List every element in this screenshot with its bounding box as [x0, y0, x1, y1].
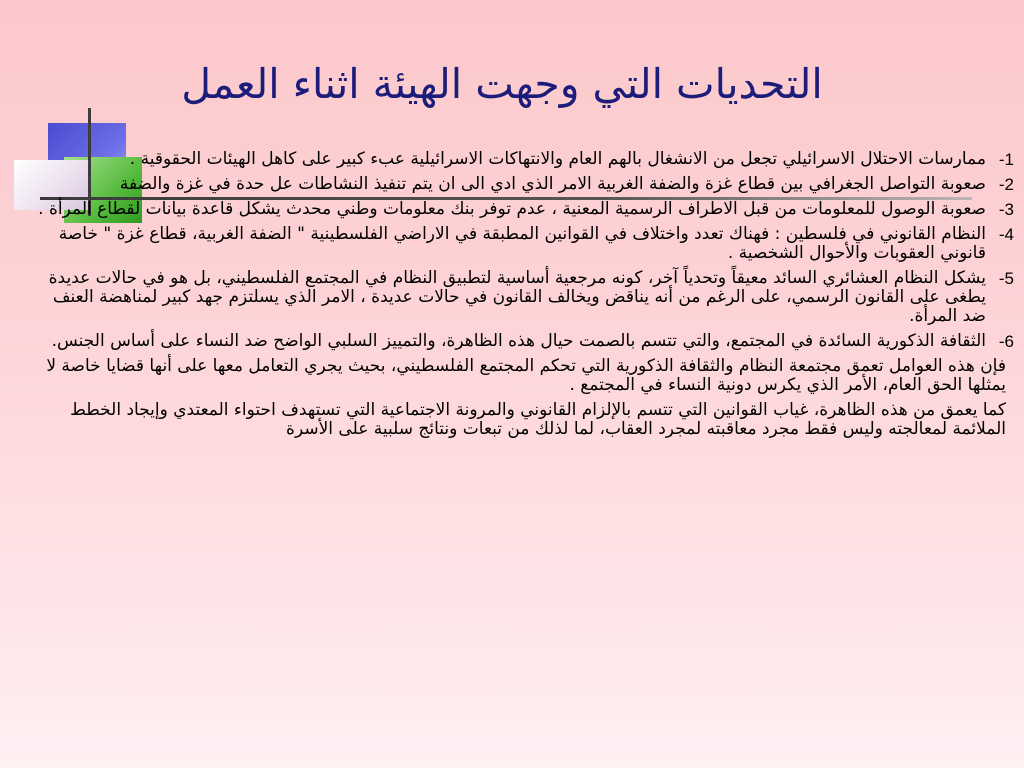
list-item [8, 225, 1014, 263]
item-number: 2- [998, 175, 1014, 194]
item-text: الثقافة الذكورية السائدة في المجتمع، والتي تتسم بالصمت حيال هذه الظاهرة، والتمييز السلبي الواضح ضد النساء على أساس الجنس. [51, 331, 986, 351]
item-number: 5- [998, 269, 1014, 288]
item-text: ممارسات الاحتلال الاسرائيلي تجعل من الانشغال بالهم العام والانتهاكات الاسرائيلية عبء كبير على كاهل الهيئات الحقوقية . [129, 149, 986, 169]
list-item [8, 200, 1014, 219]
list-item [36, 269, 1014, 326]
item-number: 3- [998, 200, 1014, 219]
list-item [8, 150, 1014, 169]
item-text: يشكل النظام العشائري السائد معيقاً وتحدياً آخر، كونه مرجعية أساسية لتطبيق النظام في المجتمع الفلسطيني، بل هو في حالات عديدة يطغى على القانون الرسمي، على الرغم من أنه يناقض ويخالف القانون في حالات عديدة ، الامر الذي يسلتزم جهد كبير لمناهضة العنف ضد المرأة. [48, 268, 986, 326]
item-text: صعوبة التواصل الجغرافي بين قطاع غزة والضفة الغربية الامر الذي ادي الى ان يتم تنفيذ النشاطات عل حدة في غزة والضفة [119, 174, 986, 194]
list-item [36, 332, 1014, 351]
item-number: 6- [998, 332, 1014, 351]
item-number: 1- [998, 150, 1014, 169]
summary-paragraph: فإن هذه العوامل تعمق مجتمعة النظام والثقافة الذكورية التي تحكم المجتمع الفلسطيني، بحيث يجري التعامل معها على أنها قضايا خاصة لا يمثلها الحق العام، الأمر الذي يكرس دونية النساء في المجتمع . [46, 356, 1006, 395]
item-text: صعوبة الوصول للمعلومات من قبل الاطراف الرسمية المعنية ، عدم توفر بنك معلومات وطني محدث يشكل قاعدة بيانات لقطاع المرأة . [38, 199, 986, 219]
list-item [8, 175, 1014, 194]
summary-paragraph: كما يعمق من هذه الظاهرة، غياب القوانين التي تتسم بالإلزام القانوني والمرونة الاجتماعية التي تستهدف احتواء المعتدي وإيجاد الخطط الملائمة لمعالجته وليس فقط مجرد معاقبته لمجرد العقاب، لما لذلك من تبعات ونتائج سلبية على الأسرة [70, 400, 1006, 439]
item-number: 4- [998, 225, 1014, 244]
slide-content [8, 150, 1014, 445]
slide-title: التحديات التي وجهت الهيئة اثناء العمل [181, 60, 823, 108]
item-text: النظام القانوني في فلسطين : فهناك تعدد واختلاف في القوانين المطبقة في الاراضي الفلسطينية " الضفة الغربية، قطاع غزة " خاصة قانوني العقوبات والأحوال الشخصية . [58, 224, 986, 263]
